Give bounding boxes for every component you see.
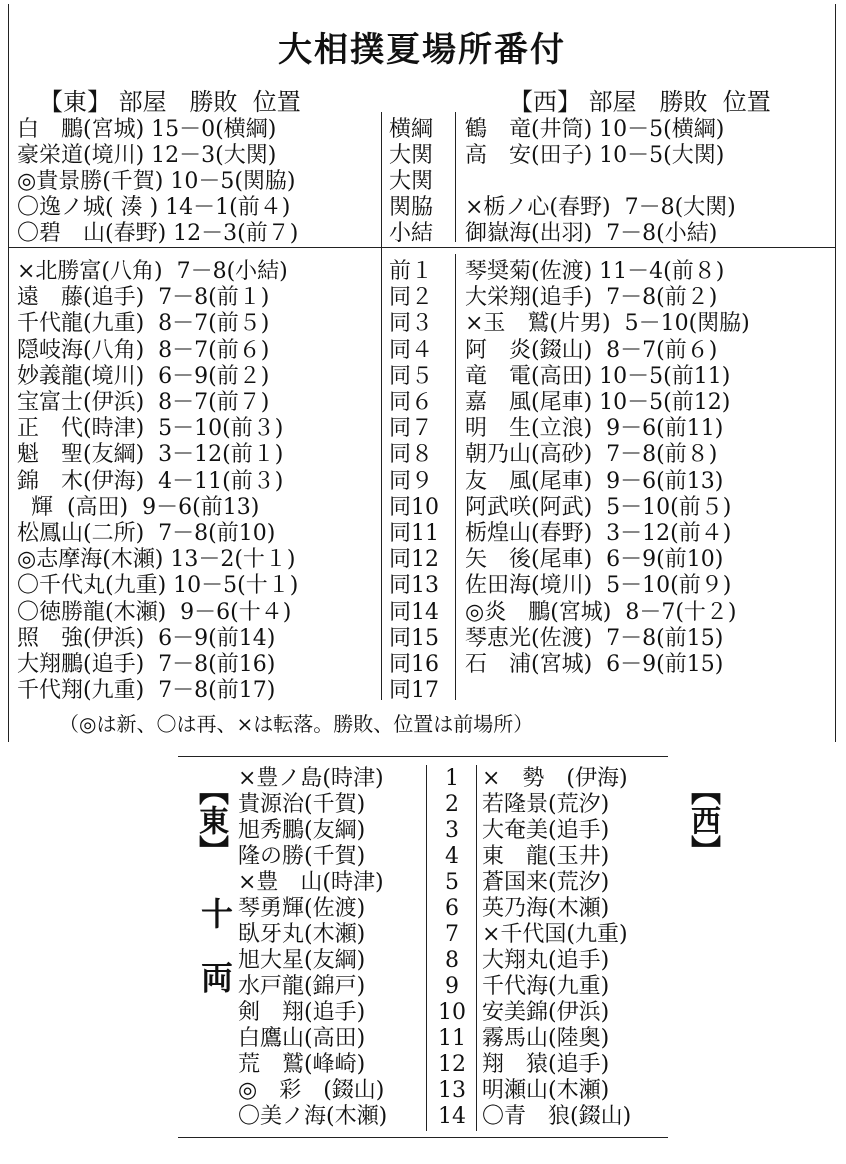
legend-note: （◎は新、〇は再、×は転落。勝敗、位置は前場所） xyxy=(59,712,534,736)
east-divider xyxy=(381,112,382,700)
maegashira-west-entry: 友 風(尾車) 9－6(前13) xyxy=(465,468,724,494)
juryo-west-divider xyxy=(476,765,477,1131)
juryo-rank: 5 xyxy=(445,870,459,895)
juryo-east-entry: ×豊ノ島(時津) xyxy=(238,766,384,791)
maegashira-east-entry: 千代龍(九重) 8－7(前５) xyxy=(17,311,270,337)
juryo-rank: 8 xyxy=(445,948,459,973)
maegashira-rank: 同８ xyxy=(389,442,434,468)
maegashira-rank: 同16 xyxy=(389,652,439,677)
maegashira-west-entry: ×玉 鷲(片男) 5－10(関脇) xyxy=(465,311,750,337)
maegashira-east-entry: 千代翔(九重) 7－8(前17) xyxy=(17,678,276,704)
juryo-west-entry: 千代海(九重) xyxy=(482,974,610,999)
juryo-east-entry: 臥牙丸(木瀬) xyxy=(238,922,366,947)
maegashira-west-entry: 佐田海(境川) 5－10(前９) xyxy=(465,573,732,599)
maegashira-rank: 同３ xyxy=(389,311,434,337)
juryo-west-entry: ×千代国(九重) xyxy=(482,922,628,947)
maegashira-west-entry: 大栄翔(追手) 7－8(前２) xyxy=(465,285,718,311)
maegashira-rank: 同５ xyxy=(389,363,434,389)
maegashira-east-entry: 大翔鵬(追手) 7－8(前16) xyxy=(17,652,276,677)
maegashira-rank: 同７ xyxy=(389,416,434,442)
juryo-east-entry: 琴勇輝(佐渡) xyxy=(238,896,366,921)
juryo-rank: 14 xyxy=(438,1104,466,1129)
juryo-rank: 7 xyxy=(445,922,459,947)
juryo-rank: 4 xyxy=(445,844,459,869)
west-divider-maegashira xyxy=(455,254,456,700)
west-header: 【西】 部屋 勝敗 位置 xyxy=(509,88,771,116)
maegashira-west-entry: 栃煌山(春野) 3－12(前４) xyxy=(465,521,732,546)
page-title: 大相撲夏場所番付 xyxy=(278,30,566,70)
sanyaku-west-entry: 御嶽海(出羽) 7－8(小結) xyxy=(465,221,718,246)
sanyaku-east-entry: 〇逸ノ城( 湊 ) 14－1(前４) xyxy=(17,195,291,220)
juryo-west-entry: 英乃海(木瀬) xyxy=(482,896,610,921)
west-divider-sanyaku xyxy=(455,112,456,242)
juryo-east-entry: 水戸龍(錦戸) xyxy=(238,974,366,999)
juryo-west-entry: 明瀬山(木瀬) xyxy=(482,1078,610,1103)
sanyaku-rank: 関脇 xyxy=(389,195,434,220)
juryo-division-label: 十 両 xyxy=(196,897,234,993)
juryo-rank: 12 xyxy=(438,1052,466,1077)
maegashira-east-entry: 〇徳勝龍(木瀬) 9－6(十４) xyxy=(17,599,292,625)
juryo-rank: 13 xyxy=(438,1078,466,1103)
sanyaku-east-entry: 白 鵬(宮城) 15－0(横綱) xyxy=(17,117,277,142)
sanyaku-rank: 大関 xyxy=(389,169,434,194)
maegashira-west-entry: 琴奨菊(佐渡) 11－4(前８) xyxy=(465,259,725,284)
maegashira-east-entry: 宝富士(伊浜) 8－7(前７) xyxy=(17,390,270,415)
juryo-west-entry: 安美錦(伊浜) xyxy=(482,1000,610,1025)
sanyaku-rank: 大関 xyxy=(389,143,434,168)
maegashira-east-entry: 正 代(時津) 5－10(前３) xyxy=(17,416,284,442)
sanyaku-east-entry: 豪栄道(境川) 12－3(大関) xyxy=(17,143,277,168)
juryo-east-label: 【東】 xyxy=(193,775,228,865)
juryo-rank: 2 xyxy=(445,792,459,817)
maegashira-east-entry: 妙義龍(境川) 6－9(前２) xyxy=(17,363,270,389)
juryo-rank: 1 xyxy=(445,766,459,791)
maegashira-west-entry: 矢 後(尾車) 6－9(前10) xyxy=(465,547,724,573)
maegashira-east-entry: 松鳳山(二所) 7－8(前10) xyxy=(17,521,276,546)
sanyaku-west-entry: 高 安(田子) 10－5(大関) xyxy=(465,143,725,168)
juryo-west-entry: × 勢 (伊海) xyxy=(482,766,628,791)
maegashira-rank: 同15 xyxy=(389,625,439,651)
maegashira-east-entry: 魁 聖(友綱) 3－12(前１) xyxy=(17,442,284,468)
maegashira-rank: 同４ xyxy=(389,337,434,363)
sanyaku-east-entry: ◎貴景勝(千賀) 10－5(関脇) xyxy=(17,169,296,194)
maegashira-west-entry: ◎炎 鵬(宮城) 8－7(十２) xyxy=(465,599,737,625)
juryo-rank: 3 xyxy=(445,818,459,843)
juryo-east-entry: 旭大星(友綱) xyxy=(238,948,366,973)
juryo-east-divider xyxy=(426,765,427,1131)
maegashira-rank: 同17 xyxy=(389,678,439,704)
juryo-rank: 11 xyxy=(438,1026,466,1051)
juryo-east-entry: 貴源治(千賀) xyxy=(238,792,366,817)
maegashira-rank: 同11 xyxy=(389,521,439,546)
juryo-west-entry: 蒼国来(荒汐) xyxy=(482,870,610,895)
maegashira-rank: 同13 xyxy=(389,573,439,599)
maegashira-rank: 同９ xyxy=(389,468,434,494)
maegashira-west-entry: 阿武咲(阿武) 5－10(前５) xyxy=(465,494,732,520)
juryo-west-entry: 大奄美(追手) xyxy=(482,818,610,843)
maegashira-rank: 同14 xyxy=(389,599,439,625)
makuuchi-banzuke-panel xyxy=(8,4,836,742)
maegashira-rank: 前１ xyxy=(389,259,434,284)
juryo-west-entry: 霧馬山(陸奥) xyxy=(482,1026,610,1051)
juryo-rank: 10 xyxy=(438,1000,466,1025)
maegashira-rank: 同６ xyxy=(389,390,434,415)
maegashira-west-entry: 琴恵光(佐渡) 7－8(前15) xyxy=(465,625,724,651)
maegashira-east-entry: 隠岐海(八角) 8－7(前６) xyxy=(17,337,270,363)
maegashira-west-entry: 嘉 風(尾車) 10－5(前12) xyxy=(465,390,731,415)
maegashira-rank: 同12 xyxy=(389,547,439,573)
maegashira-rank: 同２ xyxy=(389,285,434,311)
juryo-rank: 6 xyxy=(445,896,459,921)
juryo-east-entry: ×豊 山(時津) xyxy=(238,870,384,895)
juryo-west-entry: 翔 猿(追手) xyxy=(482,1052,610,1077)
juryo-east-entry: 隆の勝(千賀) xyxy=(238,844,366,869)
maegashira-west-entry: 明 生(立浪) 9－6(前11) xyxy=(465,416,724,442)
maegashira-west-entry: 竜 電(高田) 10－5(前11) xyxy=(465,363,731,389)
juryo-west-entry: 若隆景(荒汐) xyxy=(482,792,610,817)
maegashira-east-entry: 錦 木(伊海) 4－11(前３) xyxy=(17,468,284,494)
maegashira-east-entry: ×北勝富(八角) 7－8(小結) xyxy=(17,259,288,284)
juryo-west-entry: 大翔丸(追手) xyxy=(482,948,610,973)
maegashira-west-entry: 石 浦(宮城) 6－9(前15) xyxy=(465,652,724,677)
sanyaku-rank: 小結 xyxy=(389,221,434,246)
maegashira-east-entry: ◎志摩海(木瀬) 13－2(十１) xyxy=(17,547,296,573)
east-header: 【東】 部屋 勝敗 位置 xyxy=(39,88,301,116)
sanyaku-west-entry: 鶴 竜(井筒) 10－5(横綱) xyxy=(465,117,725,142)
sanyaku-separator xyxy=(9,247,835,248)
maegashira-east-entry: 照 強(伊浜) 6－9(前14) xyxy=(17,625,276,651)
juryo-west-entry: 東 龍(玉井) xyxy=(482,844,610,869)
juryo-east-entry: 白鷹山(高田) xyxy=(238,1026,366,1051)
juryo-east-entry: 旭秀鵬(友綱) xyxy=(238,818,366,843)
juryo-banzuke-panel xyxy=(178,756,720,1138)
juryo-east-entry: 〇美ノ海(木瀬) xyxy=(238,1104,388,1129)
juryo-west-entry: 〇青 狼(錣山) xyxy=(482,1104,632,1129)
juryo-west-label: 【西】 xyxy=(685,775,720,865)
maegashira-east-entry: 遠 藤(追手) 7－8(前１) xyxy=(17,285,270,311)
maegashira-east-entry: 輝 (高田) 9－6(前13) xyxy=(17,494,260,520)
sanyaku-west-entry: ×栃ノ心(春野) 7－8(大関) xyxy=(465,195,736,220)
maegashira-east-entry: 〇千代丸(九重) 10－5(十１) xyxy=(17,573,299,599)
maegashira-west-entry: 朝乃山(高砂) 7－8(前８) xyxy=(465,442,718,468)
juryo-rank: 9 xyxy=(445,974,459,999)
juryo-east-entry: 剣 翔(追手) xyxy=(238,1000,366,1025)
juryo-east-entry: ◎ 彩 (錣山) xyxy=(238,1078,385,1103)
sanyaku-east-entry: 〇碧 山(春野) 12－3(前７) xyxy=(17,221,299,246)
maegashira-rank: 同10 xyxy=(389,494,439,520)
maegashira-west-entry: 阿 炎(錣山) 8－7(前６) xyxy=(465,337,718,363)
sanyaku-rank: 横綱 xyxy=(389,117,434,142)
juryo-east-entry: 荒 鷲(峰崎) xyxy=(238,1052,366,1077)
